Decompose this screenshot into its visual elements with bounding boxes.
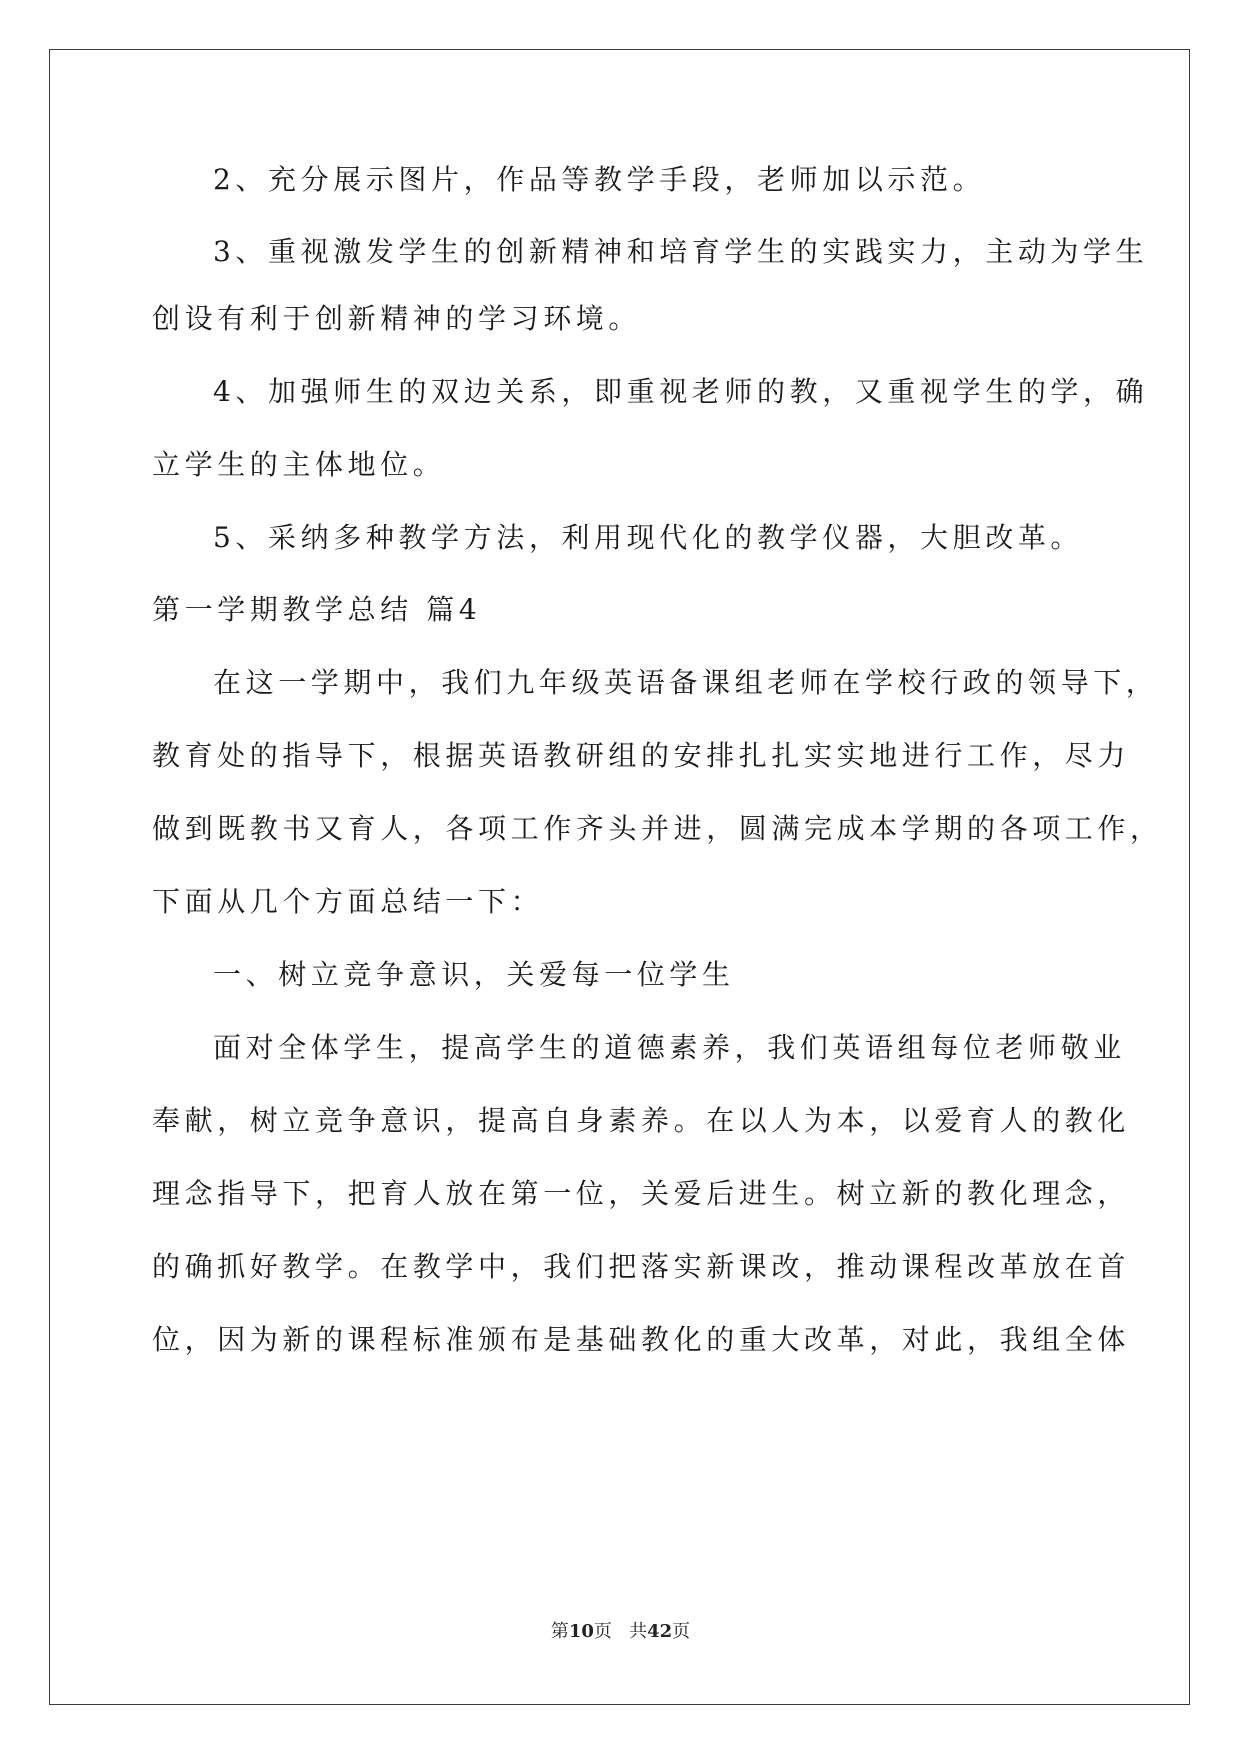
- page-border: [49, 49, 1190, 1705]
- paragraph-line: 创设有利于创新精神的学习环境。: [152, 302, 642, 335]
- paragraph-line: 面对全体学生，提高学生的道德素养，我们英语组每位老师敬业: [213, 1031, 1126, 1064]
- footer-middle: 页 共: [593, 1621, 648, 1642]
- page-footer: [0, 1617, 1241, 1643]
- paragraph-line: 做到既教书又育人，各项工作齐头并进，圆满完成本学期的各项工作，: [152, 812, 1163, 845]
- paragraph-line: 2、充分展示图片，作品等教学手段，老师加以示范。: [213, 163, 986, 196]
- total-pages-number: 42: [647, 1621, 673, 1642]
- footer-suffix: 页: [672, 1621, 691, 1642]
- paragraph-line: 的确抓好教学。在教学中，我们把落实新课改，推动课程改革放在首: [152, 1250, 1131, 1283]
- subheading: 一、树立竞争意识，关爱每一位学生: [213, 958, 735, 991]
- paragraph-line: 在这一学期中，我们九年级英语备课组老师在学校行政的领导下，: [213, 666, 1159, 699]
- paragraph-line: 3、重视激发学生的创新精神和培育学生的实践实力，主动为学生: [213, 235, 1149, 268]
- paragraph-line: 位，因为新的课程标准颁布是基础教化的重大改革，对此，我组全体: [152, 1323, 1131, 1356]
- paragraph-line: 理念指导下，把育人放在第一位，关爱后进生。树立新的教化理念，: [152, 1177, 1131, 1210]
- paragraph-line: 5、采纳多种教学方法，利用现代化的教学仪器，大胆改革。: [213, 521, 1084, 554]
- paragraph-line: 教育处的指导下，根据英语教研组的安排扎扎实实地进行工作，尽力: [152, 739, 1131, 772]
- current-page-number: 10: [568, 1621, 594, 1642]
- section-heading: 第一学期教学总结 篇4: [152, 593, 482, 626]
- footer-prefix: 第: [550, 1621, 569, 1642]
- paragraph-line: 下面从几个方面总结一下：: [152, 885, 544, 918]
- paragraph-line: 立学生的主体地位。: [152, 448, 446, 481]
- paragraph-line: 4、加强师生的双边关系，即重视老师的教，又重视学生的学，确: [213, 375, 1149, 408]
- paragraph-line: 奉献，树立竞争意识，提高自身素养。在以人为本，以爱育人的教化: [152, 1104, 1131, 1137]
